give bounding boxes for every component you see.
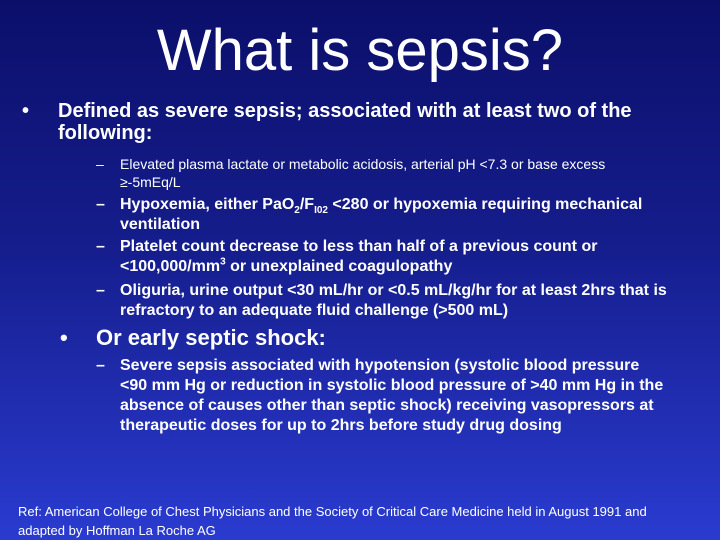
slide-title: What is sepsis? bbox=[156, 18, 564, 83]
subscript: 2 bbox=[294, 205, 300, 217]
sub-item-text: Platelet count decrease to less than half of a previous count or <100,000/mm bbox=[120, 238, 598, 275]
dash-marker: – bbox=[96, 282, 105, 299]
subscript: I02 bbox=[314, 205, 328, 217]
bullet-septic-shock bbox=[60, 325, 716, 350]
dash-marker: – bbox=[96, 357, 105, 374]
bullet-marker: • bbox=[60, 325, 68, 350]
sub-item-text: Elevated plasma lactate or metabolic acidosis, arterial pH <7.3 or base excess ≥-5mEq/L bbox=[120, 156, 606, 190]
sub-item-septic-shock bbox=[96, 356, 668, 436]
sub-item-lactate bbox=[96, 155, 668, 191]
sub-item-platelet bbox=[96, 237, 668, 277]
reference-footnote: Ref: American College of Chest Physicians and the Society of Critical Care Medicine held in August 1991 and adapted by Hoffman La Roche AG bbox=[18, 504, 647, 538]
sub-item-text: Severe sepsis associated with hypotension (systolic blood pressure <90 mm Hg or reduction in systolic blood pressure of >40 mm Hg in the absence of causes other than septic shock) receiving vasopressors at therapeutic doses for up to 2hrs before study drug dosing bbox=[120, 357, 664, 434]
bullet-marker: • bbox=[22, 100, 30, 122]
sub-item-text: Hypoxemia, either PaO bbox=[120, 196, 295, 213]
sub-item-text: <280 or hypoxemia requiring mechanical ventilation bbox=[120, 196, 643, 233]
sub-item-text: or unexplained coagulopathy bbox=[225, 258, 453, 275]
sub-item-text: /F bbox=[299, 196, 315, 213]
sub-item-hypoxemia bbox=[96, 195, 668, 235]
bullet-text: Defined as severe sepsis; associated with at least two of the following: bbox=[58, 100, 632, 144]
sub-item-oliguria bbox=[96, 281, 668, 321]
dash-marker: – bbox=[96, 196, 105, 213]
superscript: 3 bbox=[220, 256, 226, 268]
bullet-text: Or early septic shock: bbox=[96, 325, 326, 350]
dash-marker: – bbox=[96, 238, 105, 255]
bullet-defined bbox=[22, 100, 678, 144]
dash-marker: – bbox=[96, 156, 104, 172]
sub-item-text: Oliguria, urine output <30 mL/hr or <0.5 mL/kg/hr for at least 2hrs that is refractory to an adequate fluid challenge (>500 mL) bbox=[120, 282, 667, 319]
